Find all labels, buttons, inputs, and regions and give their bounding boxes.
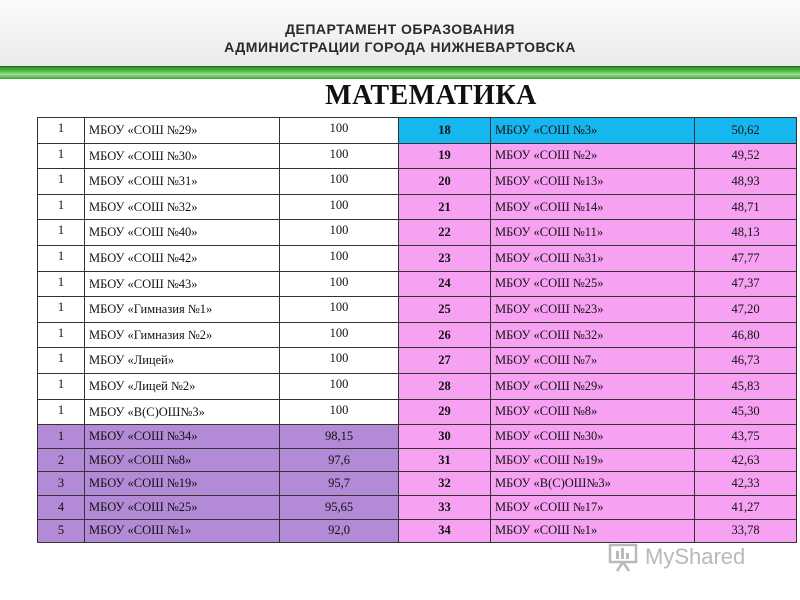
cell-score: 100 [280,322,399,348]
cell-name2: МБОУ «В(С)ОШ№3» [491,472,695,496]
cell-num: 1 [38,194,85,220]
table-row [38,220,797,246]
cell-score: 100 [280,245,399,271]
cell-num: 1 [38,297,85,323]
cell-name: МБОУ «СОШ №8» [85,448,280,472]
cell-score2: 47,20 [695,297,797,323]
cell-name2: МБОУ «СОШ №25» [491,271,695,297]
cell-rank: 23 [399,245,491,271]
table-row [38,348,797,374]
header-band [0,0,800,68]
table-row [38,194,797,220]
cell-score2: 46,73 [695,348,797,374]
cell-score: 100 [280,220,399,246]
cell-rank: 18 [399,118,491,144]
cell-name: МБОУ «СОШ №29» [85,118,280,144]
cell-score2: 45,30 [695,399,797,425]
cell-rank: 27 [399,348,491,374]
cell-name: МБОУ «СОШ №25» [85,495,280,519]
table-row [38,169,797,195]
cell-rank: 28 [399,373,491,399]
cell-score2: 50,62 [695,118,797,144]
cell-num: 4 [38,495,85,519]
cell-name: МБОУ «СОШ №30» [85,143,280,169]
cell-rank: 20 [399,169,491,195]
cell-num: 1 [38,399,85,425]
cell-name: МБОУ «СОШ №1» [85,519,280,543]
cell-name2: МБОУ «СОШ №8» [491,399,695,425]
cell-rank: 29 [399,399,491,425]
green-divider [0,66,800,79]
cell-name2: МБОУ «СОШ №7» [491,348,695,374]
cell-score2: 49,52 [695,143,797,169]
table-row [38,495,797,519]
cell-score2: 48,93 [695,169,797,195]
cell-rank: 33 [399,495,491,519]
cell-name: МБОУ «СОШ №19» [85,472,280,496]
cell-name: МБОУ «СОШ №31» [85,169,280,195]
cell-score: 100 [280,373,399,399]
table-row [38,373,797,399]
cell-rank: 21 [399,194,491,220]
cell-score2: 48,13 [695,220,797,246]
cell-name: МБОУ «СОШ №34» [85,425,280,449]
cell-name2: МБОУ «СОШ №2» [491,143,695,169]
cell-name: МБОУ «СОШ №42» [85,245,280,271]
cell-score: 100 [280,297,399,323]
cell-score2: 48,71 [695,194,797,220]
header-line2: АДМИНИСТРАЦИИ ГОРОДА НИЖНЕВАРТОВСКА [224,39,576,55]
header-line1: ДЕПАРТАМЕНТ ОБРАЗОВАНИЯ [285,21,515,37]
cell-num: 1 [38,169,85,195]
cell-name: МБОУ «Лицей» [85,348,280,374]
cell-score2: 42,63 [695,448,797,472]
cell-num: 1 [38,373,85,399]
cell-name: МБОУ «Гимназия №1» [85,297,280,323]
cell-name2: МБОУ «СОШ №30» [491,425,695,449]
cell-num: 5 [38,519,85,543]
table-row [38,118,797,144]
cell-score: 95,7 [280,472,399,496]
page-title: МАТЕМАТИКА [325,80,537,111]
cell-name2: МБОУ «СОШ №29» [491,373,695,399]
table-row [38,245,797,271]
results-table [37,117,797,543]
cell-name2: МБОУ «СОШ №3» [491,118,695,144]
cell-name2: МБОУ «СОШ №31» [491,245,695,271]
cell-num: 1 [38,271,85,297]
cell-score: 95,65 [280,495,399,519]
cell-score: 92,0 [280,519,399,543]
cell-rank: 19 [399,143,491,169]
cell-score2: 47,37 [695,271,797,297]
cell-score2: 42,33 [695,472,797,496]
cell-name: МБОУ «Лицей №2» [85,373,280,399]
cell-score: 97,6 [280,448,399,472]
table-row [38,425,797,449]
cell-rank: 25 [399,297,491,323]
cell-name2: МБОУ «СОШ №14» [491,194,695,220]
cell-score: 100 [280,399,399,425]
cell-score2: 45,83 [695,373,797,399]
cell-name: МБОУ «Гимназия №2» [85,322,280,348]
cell-rank: 26 [399,322,491,348]
cell-score2: 47,77 [695,245,797,271]
table-row [38,472,797,496]
cell-score: 100 [280,271,399,297]
watermark [607,540,777,574]
table-row [38,448,797,472]
cell-name: МБОУ «СОШ №43» [85,271,280,297]
cell-name2: МБОУ «СОШ №17» [491,495,695,519]
cell-name2: МБОУ «СОШ №32» [491,322,695,348]
table-row [38,297,797,323]
cell-score2: 41,27 [695,495,797,519]
cell-num: 3 [38,472,85,496]
cell-rank: 34 [399,519,491,543]
cell-num: 1 [38,348,85,374]
cell-num: 1 [38,118,85,144]
cell-num: 1 [38,425,85,449]
cell-score: 100 [280,169,399,195]
cell-name2: МБОУ «СОШ №13» [491,169,695,195]
cell-rank: 32 [399,472,491,496]
cell-name: МБОУ «В(С)ОШ№3» [85,399,280,425]
cell-score: 98,15 [280,425,399,449]
cell-score: 100 [280,348,399,374]
table-row [38,399,797,425]
cell-num: 2 [38,448,85,472]
cell-rank: 30 [399,425,491,449]
cell-num: 1 [38,322,85,348]
cell-score2: 33,78 [695,519,797,543]
cell-name2: МБОУ «СОШ №1» [491,519,695,543]
cell-name2: МБОУ «СОШ №11» [491,220,695,246]
cell-score2: 46,80 [695,322,797,348]
cell-score2: 43,75 [695,425,797,449]
cell-name: МБОУ «СОШ №40» [85,220,280,246]
cell-score: 100 [280,143,399,169]
cell-name2: МБОУ «СОШ №23» [491,297,695,323]
cell-score: 100 [280,194,399,220]
table-row [38,271,797,297]
table-row [38,322,797,348]
cell-num: 1 [38,245,85,271]
cell-name: МБОУ «СОШ №32» [85,194,280,220]
cell-num: 1 [38,220,85,246]
cell-rank: 24 [399,271,491,297]
cell-rank: 22 [399,220,491,246]
presentation-board-icon [607,542,639,572]
cell-score: 100 [280,118,399,144]
watermark-text: MyShared [645,544,746,569]
cell-rank: 31 [399,448,491,472]
table-row [38,143,797,169]
cell-num: 1 [38,143,85,169]
cell-name2: МБОУ «СОШ №19» [491,448,695,472]
